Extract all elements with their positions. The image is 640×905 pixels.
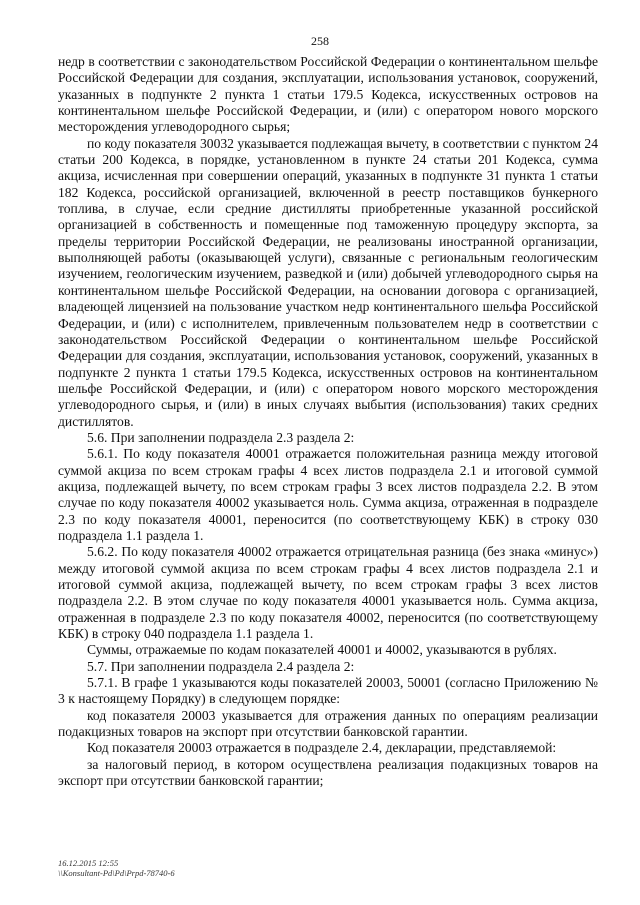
paragraph-3: 5.6. При заполнении подраздела 2.3 раздела 2: [87,429,355,445]
page-number: 258 [311,34,329,48]
paragraph-9: код показателя 20003 указывается для отражения данных по операциям реализации подакцизных товаров на экспорт при отсутствии банковской гарантии. [58,707,598,740]
paragraph-11: за налоговый период, в котором осуществлена реализация подакцизных товаров на экспорт при отсутствии банковской гарантии; [58,756,598,789]
document-body [58,54,598,789]
paragraph-6: Суммы, отражаемые по кодам показателей 40001 и 40002, указываются в рублях. [87,642,557,658]
paragraph-4: 5.6.1. По коду показателя 40001 отражается положительная разница между итоговой суммой акциза по всем строкам графы 4 всех листов подраздела 2.1 и итоговой суммой акциза, подлежащей вычету, по всем строкам графы 3 всех листов подраздела 2.2. В этом случае по коду показателя 40002 указывается ноль. Сумма акциза, отраженная в подразделе 2.3 по коду показателя 40001, переносится (по соответствующему КБК) в строку 030 подраздела 1.1 раздела 1. [58,446,598,543]
paragraph-2: по коду показателя 30032 указывается подлежащая вычету, в соответствии с пунктом 24 статьи 200 Кодекса, в порядке, установленном в пункте 24 статьи 201 Кодекса, сумма акциза, исчисленная при совершении операций, указанных в подпункте 31 пункта 1 статьи 182 Кодекса, российской организацией, включенной в реестр поставщиков бункерного топлива, в случае, если средние дистилляты приобретенные указанной российской организацией в собственность и помещенные под таможенную процедуру экспорта, за пределы территории Российской Федерации, не реализованы иностранной организации, выполняющей работы (оказывающей услуги), связанные с региональным геологическим изучением, геологическим изучением, разведкой и (или) добычей углеводородного сырья на континентальном шельфе Российской Федерации, на основании договора с организацией, владеющей лицензией на пользование участком недр континентального шельфа Российской Федерации, и (или) с исполнителем, привлеченным пользователем недр в соответствии с законодательством Российской Федерации о континентальном шельфе Российской Федерации для создания, эксплуатации, использования установок, сооружений, указанных в подпункте 2 пункта 1 статьи 179.5 Кодекса, искусственных островов на континентальном шельфе Российской Федерации, и (или) с оператором нового морского месторождения углеводородного сырья, и (или) в иных случаях выбытия (использования) таких средних дистиллятов. [58,135,598,429]
paragraph-1: недр в соответствии с законодательством Российской Федерации о континентальном шельфе Российской Федерации для создания, эксплуатации, использования установок, сооружений, указанных в подпункте 2 пункта 1 статьи 179.5 Кодекса, искусственных островов на континентальном шельфе Российской Федерации, и (или) с оператором нового морского месторождения углеводородного сырья; [58,54,598,135]
document-footer-stamp [58,858,175,878]
paragraph-7: 5.7. При заполнении подраздела 2.4 раздела 2: [87,658,355,674]
paragraph-10: Код показателя 20003 отражается в подразделе 2.4, декларации, представляемой: [87,740,557,756]
paragraph-5: 5.6.2. По коду показателя 40002 отражается отрицательная разница (без знака «минус») между итоговой суммой акциза по всем строкам графы 4 всех листов подраздела 2.1 и итоговой суммой акциза, подлежащей вычету, по всем строкам графы 3 всех листов подраздела 2.2. В этом случае по коду показателя 40001 указывается ноль. Сумма акциза, отраженная в подразделе 2.3 по коду показателя 40002, переносится (по соответствующему КБК) в строку 040 подраздела 1.1 раздела 1. [58,544,598,642]
paragraph-8: 5.7.1. В графе 1 указываются коды показателей 20003, 50001 (согласно Приложению № 3 к настоящему Порядку) в следующем порядке: [58,675,598,707]
footer-file-path: \\Konsultant-Pd\Pd\Prpd-78740-6 [58,868,175,878]
footer-timestamp: 16.12.2015 12:55 [58,858,119,868]
